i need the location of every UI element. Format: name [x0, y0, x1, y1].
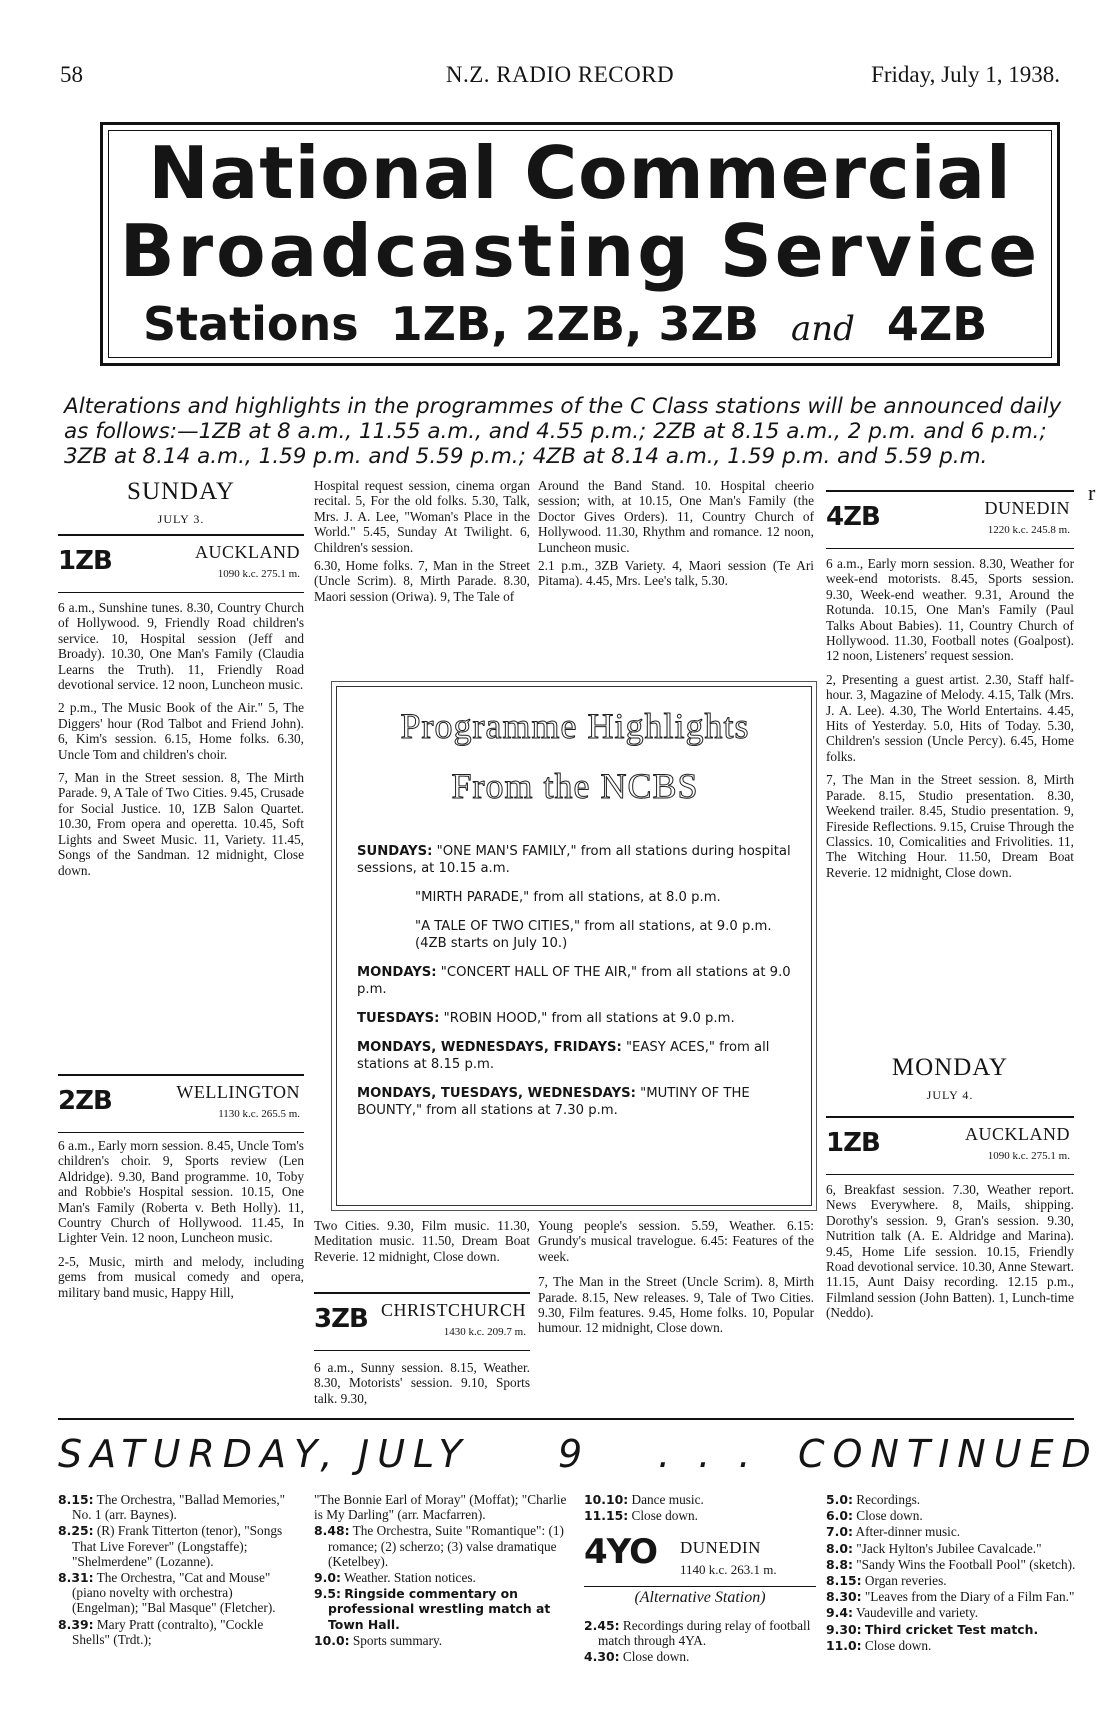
highlights-title-1: Programme Highlights: [400, 706, 750, 746]
saturday-column-4: [826, 1492, 1076, 1654]
sunday-heading: SUNDAY: [127, 478, 235, 505]
station-3zb-sunday: [314, 1292, 530, 1351]
paragraph: 6 a.m., Early morn session. 8.30, Weather for week-end motorists. 8.45, Sports session. 9.30, Week-end weather. 9.31, Around the Rotunda. 10.15, One Man's Family (Paul Talks About Babies). 11, Country Church of Hollywood. 11.30, Football notes (Goalpost). 12 noon, Listeners' request session.: [826, 556, 1074, 664]
schedule-entry: 8.48: The Orchestra, Suite "Romantique": (1) romance; (2) scherzo; (3) valse dramatique (Ketelbey).: [314, 1523, 564, 1569]
monday-date: JULY 4.: [926, 1088, 974, 1102]
paragraph: 6 a.m., Sunshine tunes. 8.30, Country Church of Hollywood. 9, Friendly Road children's service. 10, Hospital session (Jeff and Broady). 10.30, One Man's Family (Claudia Learns the Truth). 11, Friendly Road devotional service. 12 noon, Luncheon music.: [58, 600, 304, 693]
paragraph: 7, The Man in the Street (Uncle Scrim). 8, Mirth Parade. 8.15, New releases. 9, Tale of Two Cities. 9.30, Film features. 9.45, Home folks. 10, Popular humour. 12 midnight, Close down.: [538, 1274, 814, 1336]
saturday-heading: [58, 1432, 1099, 1482]
schedule-entry: 9.30: Third cricket Test match.: [826, 1621, 1039, 1637]
schedule-entry: 8.25: (R) Frank Titterton (tenor), "Songs That Live Forever" (Longstaffe); "Shelmerdene" (Lozanne).: [58, 1523, 283, 1569]
schedule-entry: "The Bonnie Earl of Moray" (Moffat); "Charlie is My Darling" (arr. Macfarren).: [314, 1492, 567, 1523]
saturday-column-3b: [584, 1618, 816, 1666]
schedule-entry: 8.15: The Orchestra, "Ballad Memories," No. 1 (arr. Baynes).: [58, 1492, 286, 1523]
station-code: 1ZB: [826, 1128, 880, 1158]
section-divider: [58, 1418, 1074, 1420]
sunday-1zb-programme: [58, 600, 304, 878]
july-word: JULY: [358, 1432, 470, 1476]
schedule-entry: 5.0: Recordings.: [826, 1492, 921, 1507]
banner-stations-word: Stations: [143, 297, 359, 351]
station-code: 2ZB: [58, 1086, 112, 1116]
station-city: DUNEDIN: [680, 1538, 761, 1557]
paragraph: 6.30, Home folks. 7, Man in the Street (Uncle Scrim). 8, Mirth Parade. 8.30, Maori session (Oriwa). 9, The Tale of: [314, 558, 530, 604]
highlights-title-2: From the NCBS: [451, 766, 699, 806]
highlights-list: [357, 843, 793, 1131]
station-frequency: 1090 k.c. 275.1 m.: [987, 1150, 1070, 1162]
paragraph: Young people's session. 5.59, Weather. 6.15: Grundy's musical travelogue. 6.45: Features of the week.: [538, 1218, 814, 1264]
ellipsis: . . .: [658, 1432, 759, 1476]
station-city: DUNEDIN: [984, 498, 1070, 518]
station-frequency: 1130 k.c. 265.5 m.: [218, 1108, 300, 1120]
day-number: 9: [558, 1432, 591, 1476]
paragraph: 6 a.m., Early morn session. 8.45, Uncle Tom's children's choir. 9, Sports review (Len Aldridge). 9.30, Band programme. 10, Toby and Robbie's Hospital session. 10.15, One Man's Family (Roberta v. Beth Holly). 11, Country Church of Hollywood. 11.45, In Lighter Vein. 12 noon, Luncheon music.: [58, 1138, 304, 1246]
station-frequency: 1090 k.c. 275.1 m.: [217, 568, 300, 580]
schedule-entry: 8.0: "Jack Hylton's Jubilee Cavalcade.": [826, 1540, 1042, 1556]
margin-mark: r: [1088, 480, 1096, 505]
schedule-entry: 8.31: The Orchestra, "Cat and Mouse" (piano novelty with orchestra) (Engelman); "Bal Masque" (Fletcher).: [58, 1570, 276, 1616]
station-1zb-monday: [826, 1116, 1074, 1175]
highlight-item: TUESDAYS: "ROBIN HOOD," from all stations at 9.0 p.m.: [357, 1011, 735, 1026]
programme-highlights-box: [336, 686, 812, 1206]
schedule-entry: 4.30: Close down.: [584, 1649, 690, 1665]
schedule-entry: 9.4: Vaudeville and variety.: [826, 1605, 979, 1621]
sunday-4zb-programme: [826, 556, 1074, 880]
paragraph: Around the Band Stand. 10. Hospital cheerio session; with, at 10.15, One Man's Family (the Doctor Gives Orders). 11, Country Church of Hollywood. 11.30, Rhythm and romance. 12 noon, Luncheon music.: [538, 478, 814, 555]
station-2zb-sunday: [58, 1074, 304, 1133]
sunday-2zb-programme: [58, 1138, 304, 1300]
sunday-2zb-continued: [314, 478, 530, 604]
station-4yo: [584, 1532, 816, 1608]
station-frequency: 1220 k.c. 245.8 m.: [987, 524, 1070, 536]
station-code: 4YO: [584, 1532, 657, 1572]
station-city: WELLINGTON: [176, 1082, 300, 1102]
paragraph: 2-5, Music, mirth and melody, including gems from musical comedy and opera, military band music, Happy Hill,: [58, 1253, 304, 1300]
continued-word: CONTINUED: [798, 1432, 1099, 1476]
monday-heading: MONDAY: [891, 1054, 1009, 1081]
paragraph: 7, The Man in the Street session. 8, Mirth Parade. 8.15, Studio presentation. 8.30, Weekend trailer. 8.45, Studio presentation. 9, Fireside Reflections. 9.15, Cruise Through the Classics. 10, Comicalities and Frivolities. 11, The Witching Hour. 11.50, Dream Boat Reverie. 12 midnight, Close down.: [826, 772, 1074, 880]
schedule-entry: 8.15: Organ reveries.: [826, 1573, 947, 1589]
sunday-3zb-continued: [538, 478, 814, 589]
saturday-column-1: [58, 1492, 302, 1648]
paragraph: Hospital request session, cinema organ recital. 5, For the old folks. 5.30, Talk, Mrs. J. A. Lee, "Woman's Place in the World." 5.45, Sunday At Twilight. 6, Children's session.: [314, 478, 530, 555]
sunday-date: JULY 3.: [157, 512, 205, 526]
paragraph: 7, Man in the Street session. 8, The Mirth Parade. 9, A Tale of Two Cities. 9.45, Crusade for Social Justice. 10, 1ZB Salon Quartet. 10.30, From opera and operetta. 10.45, Soft Lights and Sweet Music. 11, Variety. 11.45, Songs of the Sandman. 12 midnight, Close down.: [58, 770, 304, 878]
schedule-entry: 11.0: Close down.: [826, 1637, 932, 1653]
banner-station-codes: 1ZB, 2ZB, 3ZB: [390, 297, 759, 351]
highlight-item: MONDAYS, WEDNESDAYS, FRIDAYS: "EASY ACES," from all stations at 8.15 p.m.: [357, 1040, 770, 1072]
schedule-entry: 10.10: Dance music.: [584, 1492, 704, 1507]
station-1zb-sunday: [58, 534, 304, 593]
ncbs-banner: [100, 122, 1060, 366]
page-number: 58: [60, 62, 83, 87]
banner-last-code: 4ZB: [886, 297, 988, 351]
station-4zb-sunday: [826, 490, 1074, 549]
highlight-item: MONDAYS, TUESDAYS, WEDNESDAYS: "MUTINY OF THE BOUNTY," from all stations at 7.30 p.m.: [357, 1086, 750, 1118]
page-header: [60, 62, 1060, 92]
banner-line-2: Broadcasting Service: [119, 209, 1041, 293]
banner-and-word: and: [790, 309, 855, 349]
paragraph: 2 p.m., The Music Book of the Air." 5, The Diggers' hour (Rod Talbot and Friend John). 6, Kim's session. 6.15, Home folks. 6.30, Uncle Tom and children's choir.: [58, 700, 304, 762]
intro-paragraph: Alterations and highlights in the programmes of the C Class stations will be announced daily as follows:—1ZB at 8 a.m., 11.55 a.m., and 4.55 p.m.; 2ZB at 8.15 a.m., 2 p.m. and 6 p.m.; 3ZB at 8.14 a.m., 1.59 p.m. and 5.59 p.m.; 4ZB at 8.14 a.m., 1.59 p.m. and 5.59 p.m.: [64, 394, 1062, 469]
publication-title: N.Z. RADIO RECORD: [445, 62, 675, 87]
saturday-word: SATURDAY,: [58, 1432, 341, 1476]
schedule-entry: 10.0: Sports summary.: [314, 1632, 443, 1648]
schedule-entry: 9.5: Ringside commentary on professional wrestling match at Town Hall.: [314, 1586, 551, 1632]
schedule-entry: 7.0: After-dinner music.: [826, 1524, 961, 1540]
station-note: (Alternative Station): [584, 1586, 816, 1607]
monday-1zb-programme: 6, Breakfast session. 7.30, Weather report. News Everywhere. 8, Mails, shipping. Dorothy's session. 9, Gran's session. 9.30, Nutrition talk (A. E. Aldridge and Marina). 9.45, Home Life session. 10.15, Friendly Road devotional service. 10.30, Anne Stewart. 11.15, Aunt Daisy recording. 12.15 p.m., Filmland session (John Batten). 1, Lunch-time (Neddo).: [826, 1182, 1074, 1321]
station-frequency: 1140 k.c. 263.1 m.: [680, 1562, 777, 1577]
station-frequency: 1430 k.c. 209.7 m.: [443, 1326, 526, 1338]
highlight-item: MONDAYS: "CONCERT HALL OF THE AIR," from all stations at 9.0 p.m.: [357, 965, 791, 997]
issue-date: Friday, July 1, 1938.: [871, 62, 1060, 87]
schedule-entry: 9.0: Weather. Station notices.: [314, 1570, 476, 1586]
paragraph: 2.1 p.m., 3ZB Variety. 4, Maori session (Te Ari Pitama). 4.45, Mrs. Lee's talk, 5.30.: [538, 558, 814, 589]
saturday-column-2: [314, 1492, 576, 1649]
schedule-entry: 8.30: "Leaves from the Diary of a Film Fan.": [826, 1589, 1075, 1605]
station-city: AUCKLAND: [965, 1124, 1070, 1144]
highlight-item: "A TALE OF TWO CITIES," from all stations, at 9.0 p.m. (4ZB starts on July 10.): [415, 919, 772, 951]
banner-line-1: National Commercial: [148, 131, 1012, 215]
station-code: 1ZB: [58, 546, 112, 576]
sunday-3zb-afternoon: [538, 1218, 814, 1336]
station-code: 4ZB: [826, 502, 880, 532]
schedule-entry: 6.0: Close down.: [826, 1508, 923, 1524]
schedule-entry: 8.8: "Sandy Wins the Football Pool" (sketch).: [826, 1556, 1076, 1572]
station-code: 3ZB: [314, 1304, 368, 1334]
sunday-3zb-programme: 6 a.m., Sunny session. 8.15, Weather. 8.30, Motorists' session. 9.10, Sports talk. 9.30,: [314, 1360, 530, 1406]
paragraph: 2, Presenting a guest artist. 2.30, Staff half-hour. 3, Magazine of Melody. 4.15, Talk (Mrs. J. A. Lee). 4.30, The World Entertains. 4.45, Hits of Yesterday. 5.0, Hits of Today. 5.30, Children's session (Uncle Percy). 6.45, Home folks.: [826, 671, 1074, 764]
station-city: CHRISTCHURCH: [380, 1300, 526, 1320]
highlight-item: SUNDAYS: "ONE MAN'S FAMILY," from all stations during hospital sessions, at 10.15 a.m.: [357, 844, 791, 876]
schedule-entry: 11.15: Close down.: [584, 1508, 698, 1524]
station-city: AUCKLAND: [195, 542, 300, 562]
schedule-entry: 2.45: Recordings during relay of football match through 4YA.: [584, 1618, 811, 1649]
sunday-2zb-close: Two Cities. 9.30, Film music. 11.30, Meditation music. 11.50, Dream Boat Reverie. 12 midnight, Close down.: [314, 1218, 530, 1264]
banner-stations: [143, 297, 1003, 351]
schedule-entry: 8.39: Mary Pratt (contralto), "Cockle Shells" (Trdt.);: [58, 1616, 264, 1647]
saturday-column-3: [584, 1492, 816, 1524]
highlight-item: "MIRTH PARADE," from all stations, at 8.0 p.m.: [415, 890, 721, 905]
